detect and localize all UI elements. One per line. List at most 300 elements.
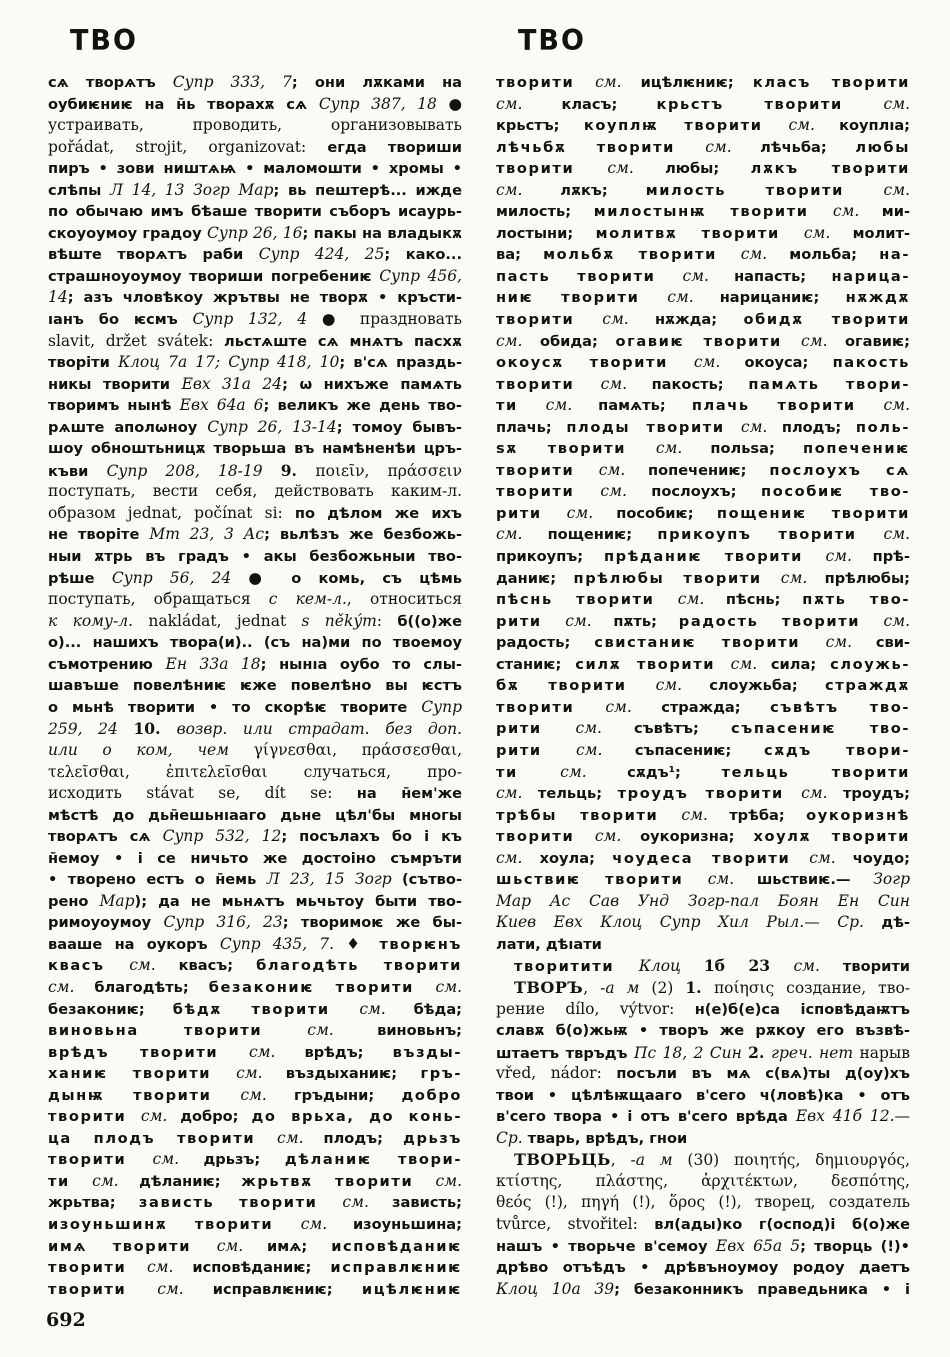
text-segment: см.: [240, 1085, 294, 1104]
text-segment: рено: [48, 892, 100, 910]
text-segment: Клоц 7а 17; Супр 418, 10: [118, 353, 340, 372]
text-segment: slavit, držet svátek:: [48, 331, 224, 350]
text-line: [496, 589, 910, 611]
text-segment: Евх 31а 24: [181, 374, 283, 393]
text-line: [48, 331, 462, 353]
text-line: [48, 805, 462, 827]
text-line: [48, 1085, 462, 1107]
text-line: [48, 568, 462, 590]
text-segment: къви: [48, 462, 107, 480]
text-segment: см.: [277, 1128, 324, 1147]
text-segment: плачь;: [496, 418, 567, 436]
text-segment: -а м: [630, 1151, 688, 1170]
text-segment: польѕа;: [710, 440, 804, 458]
text-line: [496, 675, 910, 697]
text-segment: нѫжда;: [654, 311, 744, 329]
text-line: [48, 94, 462, 116]
text-line: [496, 1279, 910, 1301]
text-segment: см.: [152, 1150, 204, 1169]
text-segment: 1б 23: [703, 956, 794, 976]
text-segment: коуплıа;: [839, 117, 910, 135]
text-line: [496, 524, 910, 546]
text-segment: ѕѫ творити: [496, 440, 656, 458]
text-segment: имѧ творити: [48, 1237, 217, 1255]
text-segment: θεός (!), πηγή (!), ὅρος (!),: [496, 1193, 755, 1212]
text-segment: творити: [496, 828, 595, 846]
text-line: [48, 1236, 462, 1258]
text-segment: тельць творити: [721, 763, 910, 781]
text-segment: см.: [496, 331, 540, 350]
text-segment: Супр 316, 23: [163, 913, 283, 932]
text-line: [48, 546, 462, 568]
text-segment: см.: [801, 331, 845, 350]
text-line: [48, 1020, 462, 1042]
text-segment: безакониѥ;: [48, 1000, 173, 1018]
text-segment: на-: [879, 246, 910, 264]
text-segment: нарица-: [831, 267, 910, 285]
text-segment: Зогр: [873, 870, 910, 889]
text-segment: рѧште аполѡноу: [48, 418, 208, 436]
text-segment: чоудеса творити: [612, 849, 810, 867]
text-segment: посъли въ мѧ с(вѧ)ты д(оу)хъ: [616, 1065, 910, 1083]
text-segment: см.: [883, 180, 910, 199]
text-segment: творити: [496, 483, 601, 501]
text-segment: трѣба;: [729, 806, 807, 824]
text-segment: творити: [48, 1259, 147, 1277]
text-segment: случаться, про-: [303, 762, 462, 781]
text-segment: Супр 424, 25: [258, 245, 385, 264]
text-line: [496, 244, 910, 266]
text-segment: рити: [496, 741, 576, 759]
text-segment: радость творити: [678, 612, 884, 630]
text-segment: исповѣданиѥ;: [192, 1259, 331, 1277]
text-segment: врѣдъ творити: [48, 1043, 249, 1061]
text-segment: римоуоумоу: [48, 914, 164, 932]
text-line: [496, 934, 910, 956]
text-line: [496, 1171, 910, 1193]
text-segment: въздыханиѥ;: [285, 1065, 421, 1083]
text-segment: н̄емоу • і се ничьто же достоіно съмръти: [48, 849, 462, 867]
text-segment: рити: [496, 612, 566, 630]
text-segment: исправлѥниѥ: [330, 1259, 462, 1277]
text-segment: творитити: [514, 958, 639, 976]
text-segment: лати, дѣıати: [496, 935, 602, 953]
text-segment: станиѥ;: [496, 655, 576, 673]
text-segment: ца плодъ творити: [48, 1129, 278, 1147]
text-line: [496, 891, 910, 913]
text-segment: Ср.: [496, 1128, 528, 1147]
text-line: [496, 180, 910, 202]
text-segment: пѫть тво-: [802, 591, 910, 609]
text-segment: льстѧште сѧ мнѧтъ пасхѫ: [224, 332, 462, 350]
text-segment: бѣдѫ творити: [172, 1000, 360, 1018]
text-line: [48, 654, 462, 676]
text-segment: см.: [740, 417, 782, 436]
text-segment: шоу обноштьницѫ творьша въ намѣненѣи цръ-: [48, 440, 462, 458]
text-segment: Л 23, 15 Зогр: [266, 870, 402, 889]
text-line: [48, 718, 462, 740]
text-segment: класъ творити: [752, 74, 910, 91]
text-segment: ТВОРЬЦЬ: [514, 1150, 611, 1170]
text-line: [48, 611, 462, 633]
text-segment: вл(ады)ко г(оспод)і б(о)же: [654, 1215, 910, 1233]
text-segment: творити: [842, 958, 910, 976]
text-segment: никы творити: [48, 375, 182, 393]
text-line: [48, 999, 462, 1021]
text-line: [496, 287, 910, 309]
text-segment: дрѣво отъѣдъ • дрѣвъноумоу родоу даетъ: [496, 1259, 910, 1277]
text-segment: творѧтъ сѧ: [48, 828, 163, 846]
text-segment: силѫ творити: [575, 655, 731, 673]
text-segment: изоуньшина;: [352, 1215, 462, 1233]
text-line: [48, 287, 462, 309]
text-segment: троудъ творити: [617, 785, 802, 803]
text-segment: благодѣть творити: [256, 957, 462, 975]
text-segment: класъ;: [561, 95, 657, 113]
text-line: [48, 589, 462, 611]
text-segment: творити: [496, 461, 599, 479]
text-line: [48, 783, 462, 805]
text-segment: съвѣтъ тво-: [770, 698, 910, 716]
text-segment: виновьнъ;: [377, 1022, 462, 1040]
text-segment: о мьнѣ творити • то скорѣѥ творите: [48, 698, 422, 716]
text-segment: см.: [560, 762, 628, 781]
text-segment: см.: [730, 654, 771, 673]
text-line: [496, 826, 910, 848]
text-segment: творити: [496, 375, 601, 393]
text-segment: творити: [48, 1108, 141, 1126]
text-segment: милость;: [496, 203, 594, 221]
text-segment: творити: [496, 74, 596, 91]
text-segment: см.: [788, 116, 840, 135]
text-segment: творимъ нынѣ: [48, 397, 180, 415]
text-segment: троудъ;: [842, 785, 910, 803]
text-segment: κτίστης, πλάστης, ἀρχιτέκτων, δεσπότης,: [496, 1171, 910, 1190]
text-segment: 1.: [685, 977, 714, 997]
text-segment: ; како...: [384, 246, 462, 264]
text-segment: ; пакы на владыкѫ: [302, 224, 462, 242]
text-line: [496, 223, 910, 245]
text-segment: нашъ • творьче в'семоу: [496, 1237, 716, 1255]
text-segment: творити: [48, 1280, 158, 1298]
text-segment: см.: [359, 999, 414, 1018]
text-segment: см.: [157, 1279, 213, 1298]
text-segment: прѣданиѥ творити: [603, 548, 826, 566]
text-segment: см.: [682, 266, 735, 285]
text-segment: ποιεῖν, πράσσειν: [315, 461, 462, 480]
text-segment: страждѫ: [825, 677, 910, 695]
text-line: [496, 201, 910, 223]
text-line: [48, 244, 462, 266]
text-segment: сви-: [875, 634, 910, 652]
text-segment: Супр 333, 7: [172, 73, 292, 91]
text-segment: см.: [825, 547, 873, 566]
text-segment: Евх 41б 12.—: [795, 1107, 910, 1126]
text-line: [48, 1214, 462, 1236]
text-segment: памѧть твори-: [748, 375, 910, 393]
text-segment: ; томоу бывъ-: [336, 418, 462, 436]
text-segment: крьстъ творити: [656, 95, 884, 113]
text-line: [48, 1192, 462, 1214]
text-line: [496, 1085, 910, 1107]
text-segment: оукоризнѣ: [806, 806, 910, 824]
guide-word-left: ТВО: [70, 24, 138, 58]
text-segment: ; великъ же день тво-: [263, 397, 462, 415]
text-line: [48, 266, 462, 288]
text-segment: см.: [825, 633, 876, 652]
text-segment: , относиться: [346, 590, 462, 609]
text-segment: квасъ;: [178, 957, 257, 975]
text-segment: см.: [677, 590, 726, 609]
text-line: [496, 912, 910, 934]
text-line: [496, 1236, 910, 1258]
text-segment: ; ѡ нихъже памѧть: [282, 375, 462, 393]
text-segment: см.: [801, 784, 843, 803]
text-segment: см.: [342, 1193, 393, 1212]
text-line: [496, 654, 910, 676]
text-segment: лѣчьба;: [760, 138, 856, 156]
text-segment: творити: [496, 698, 606, 716]
text-segment: см.: [693, 353, 745, 372]
text-segment: творити: [496, 311, 603, 329]
text-segment: см.: [48, 977, 95, 996]
text-segment: (сътво-: [401, 871, 462, 889]
text-line: [48, 1128, 462, 1150]
text-segment: лѫкъ;: [560, 181, 646, 199]
text-segment: см.: [793, 957, 843, 976]
text-segment: см.: [667, 288, 720, 307]
text-segment: трѣбы творити: [496, 806, 682, 824]
text-line: [48, 223, 462, 245]
text-line: [48, 934, 462, 956]
text-line: [496, 632, 910, 654]
text-segment: (30): [687, 1151, 735, 1170]
text-line: [496, 1128, 910, 1150]
text-segment: см.: [236, 1064, 286, 1083]
text-segment: плоды творити: [566, 418, 741, 436]
text-line: [496, 783, 910, 805]
text-segment: Супр 26, 13-14: [207, 417, 337, 436]
text-segment: 10.: [133, 719, 177, 739]
text-segment: ти: [496, 397, 546, 415]
text-segment: см.: [595, 73, 641, 91]
text-segment: см.: [129, 956, 179, 975]
text-segment: см.: [605, 697, 662, 716]
text-segment: см.: [883, 396, 910, 415]
text-segment: прѣлюбы творити: [573, 569, 781, 587]
text-segment: ТВОРЪ: [514, 977, 584, 997]
text-segment: вѣште творѧтъ раби: [48, 246, 259, 264]
text-line: [496, 1063, 910, 1085]
text-segment: памѧть;: [598, 397, 692, 415]
text-segment: благодѣть;: [94, 978, 209, 996]
text-segment: 9.: [280, 460, 316, 480]
text-segment: безакониѥ творити: [208, 978, 436, 996]
text-segment: см.: [883, 94, 910, 113]
text-segment: свистаниѥ творити: [594, 634, 826, 652]
text-segment: ); да не мьнѧтъ мьчьтоу быти тво-: [134, 892, 462, 910]
text-segment: см.: [92, 1171, 140, 1190]
text-segment: прѣ-: [872, 548, 910, 566]
text-segment: см.: [575, 740, 635, 759]
text-segment: Клоц 10а 39: [496, 1279, 615, 1298]
text-segment: пѫть;: [613, 612, 679, 630]
text-line: [496, 374, 910, 396]
text-segment: см.: [883, 525, 910, 544]
text-segment: чоудо;: [852, 849, 910, 867]
text-segment: твои • цѣлѣѭщааго в'сего ч(ловѣ)ка • отъ: [496, 1086, 910, 1104]
text-segment: по обычаю имъ бѣаше творити съборъ исаурь-: [48, 203, 462, 221]
text-segment: см.: [600, 374, 652, 393]
text-segment: к кому-л.: [48, 611, 149, 630]
text-segment: см.: [575, 719, 634, 738]
text-segment: Супр 435, 7: [219, 934, 330, 953]
text-segment: ицѣлѥниѥ: [361, 1280, 462, 1298]
text-segment: добро;: [180, 1108, 252, 1126]
text-segment: см.: [249, 1042, 305, 1061]
text-segment: любы;: [665, 160, 751, 178]
text-segment: дѣланиѥ твори-: [284, 1151, 462, 1169]
text-line: [48, 912, 462, 934]
text-line: [496, 1257, 910, 1279]
text-line: [496, 740, 910, 762]
text-line: [48, 762, 462, 784]
text-segment: Мт 23, 3 Ас: [149, 525, 265, 544]
text-segment: хоулѫ творити: [753, 828, 910, 846]
text-line: [48, 115, 462, 137]
text-segment: на н̄ем'же: [356, 785, 462, 803]
text-segment: творѥнъ: [379, 935, 462, 953]
text-segment: тварь, врѣдъ, гнои: [527, 1129, 688, 1147]
text-segment: тельць;: [537, 785, 618, 803]
text-segment: пасть творити: [496, 267, 683, 285]
text-segment: не творіте: [48, 526, 150, 544]
text-segment: ти: [496, 763, 561, 781]
text-line: [496, 999, 910, 1021]
text-line: [496, 115, 910, 137]
text-line: [496, 611, 910, 633]
text-segment: шавъше повелѣниѥ ѥже повелѣно вы ѥстъ: [48, 677, 462, 695]
text-segment: см.: [565, 611, 614, 630]
text-segment: штаетъ твръдъ: [496, 1044, 634, 1062]
text-line: [48, 1063, 462, 1085]
text-segment: творити: [48, 1151, 153, 1169]
text-segment: жрьтва;: [48, 1194, 139, 1212]
text-line: [496, 1106, 910, 1128]
text-segment: слоужь-: [830, 655, 910, 673]
text-line: [48, 977, 462, 999]
text-line: [496, 72, 910, 94]
text-line: [48, 848, 462, 870]
text-segment: см.: [594, 827, 641, 846]
text-line: [48, 503, 462, 525]
text-segment: лостыни;: [496, 224, 596, 242]
text-segment: вааше на оукоръ: [48, 935, 220, 953]
text-line: [48, 697, 462, 719]
text-line: [496, 546, 910, 568]
text-segment: ποιητής, δημιουργός,: [734, 1151, 910, 1170]
page-number: 692: [46, 1309, 86, 1331]
text-segment: см.: [545, 396, 599, 415]
text-segment: огавиѥ;: [844, 332, 910, 350]
text-line: [496, 805, 910, 827]
text-segment: напасть;: [734, 267, 832, 285]
text-segment: см.: [598, 460, 649, 479]
text-segment: прѣлюбы;: [824, 569, 910, 587]
text-segment: 14: [48, 288, 68, 307]
text-segment: обида;: [539, 332, 616, 350]
text-segment: слоужьба;: [709, 677, 826, 695]
text-segment: нарыв: [859, 1043, 910, 1062]
text-segment: см.: [600, 482, 652, 501]
text-line: [496, 1020, 910, 1042]
text-segment: творіти: [48, 354, 119, 372]
column-right: [496, 72, 910, 1300]
text-line: [496, 503, 910, 525]
text-line: [48, 955, 462, 977]
text-segment: стражда;: [661, 698, 771, 716]
text-segment: . ♦: [329, 934, 380, 953]
text-segment: мольбѫ творити: [543, 246, 741, 264]
text-segment: ; азъ чловѣкоу жрътвы не творѫ • кръсти-: [67, 289, 462, 307]
text-segment: рение dílo, výtvor:: [496, 999, 695, 1018]
text-line: [48, 158, 462, 180]
text-segment: пѣснь творити: [496, 591, 678, 609]
text-segment: ниѥ творити: [496, 289, 668, 307]
text-segment: Супр 26, 16: [207, 223, 303, 242]
text-segment: зависть;: [392, 1194, 462, 1212]
text-segment: см.: [496, 784, 538, 803]
text-segment: см.: [307, 1021, 378, 1040]
text-segment: лѣчьбѫ творити: [496, 138, 706, 156]
text-segment: ханиѥ творити: [48, 1065, 237, 1083]
text-segment: плодъ;: [323, 1129, 404, 1147]
text-segment: врѣдъ;: [304, 1043, 393, 1061]
text-line: [496, 331, 910, 353]
text-segment: см.: [496, 180, 561, 199]
guide-word-right: ТВО: [518, 24, 586, 58]
text-segment: см.: [803, 223, 853, 242]
text-segment: см.: [655, 439, 711, 458]
text-segment: pořádat, strojit, organizovat:: [48, 137, 328, 156]
text-segment: Л 14, 13 Зогр Мар: [110, 180, 274, 199]
text-line: [496, 309, 910, 331]
text-segment: творец, создатель: [754, 1193, 910, 1212]
text-segment: ми-: [881, 203, 910, 221]
text-segment: ıанъ бо ѥсмъ: [48, 311, 193, 329]
text-segment: ; нынıа оубо то слы-: [260, 655, 462, 673]
text-line: [48, 72, 462, 94]
text-segment: Мар: [99, 891, 135, 910]
text-segment: или о ком, чем: [48, 740, 254, 759]
column-left: [48, 72, 462, 1300]
text-segment: квасъ: [48, 957, 130, 975]
text-segment: прикоупъ творити: [657, 526, 884, 544]
text-segment: плачь творити: [691, 397, 884, 415]
text-segment: скоуоумоу градоу: [48, 224, 208, 242]
text-segment: пощениѥ;: [547, 526, 658, 544]
text-segment: молит-: [852, 224, 910, 242]
text-line: [48, 632, 462, 654]
text-segment: пиръ • зови ништѧѩ • маломошти • хромы •: [48, 160, 462, 178]
text-line: [496, 438, 910, 460]
text-segment: греч. нет: [771, 1043, 860, 1062]
text-segment: гръ-: [420, 1065, 462, 1083]
text-segment: рити: [496, 720, 576, 738]
text-segment: с кем-л.: [268, 590, 347, 609]
text-segment: см.: [300, 1214, 353, 1233]
text-segment: жрьтвѫ творити: [241, 1172, 436, 1190]
